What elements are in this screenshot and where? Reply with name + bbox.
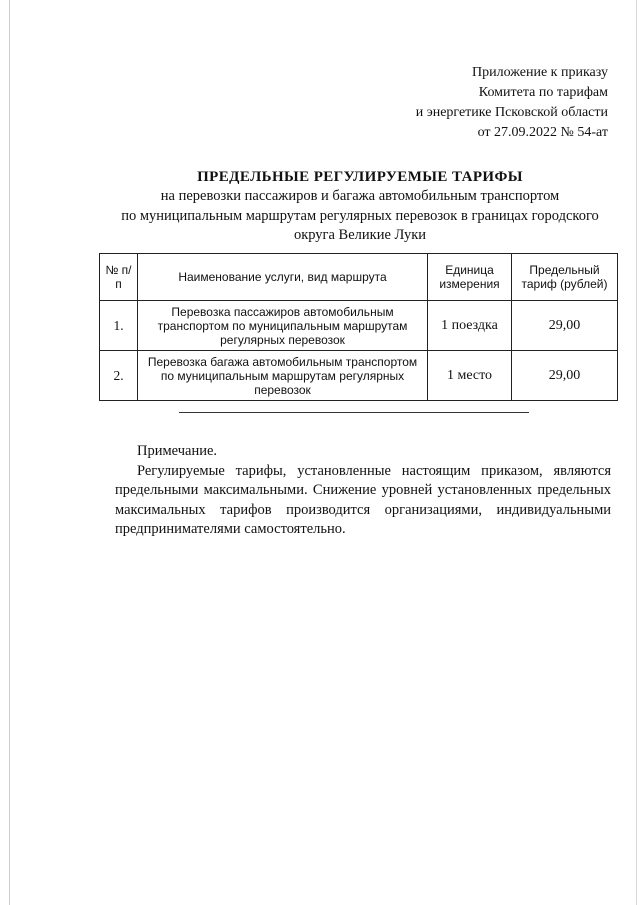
document-subtitle: на перевозки пассажиров и багажа автомобильным транспортом — [160, 188, 560, 204]
row-service-name: Перевозка пассажиров автомобильным транспортом по муниципальным маршрутам регулярных перевозок — [138, 301, 428, 351]
table-row — [100, 301, 618, 351]
table-row — [100, 351, 618, 401]
row-service-name: Перевозка багажа автомобильным транспортом по муниципальным маршрутам регулярных перевозок — [138, 351, 428, 401]
row-unit: 1 поездка — [428, 301, 512, 351]
header-name: Наименование услуги, вид маршрута — [138, 254, 428, 301]
approval-line: и энергетике Псковской области — [415, 105, 608, 120]
document-heading — [90, 168, 630, 246]
header-unit: Единица измерения — [428, 254, 512, 301]
approval-date-line: от 27.09.2022 № 54-ат — [477, 125, 608, 140]
note-label: Примечание. — [137, 443, 218, 459]
document-subtitle: округа Великие Луки — [293, 227, 427, 243]
scan-edge-right — [636, 0, 637, 905]
row-num: 1. — [100, 301, 138, 351]
separator-line — [179, 412, 529, 413]
document-subtitle: по муниципальным маршрутам регулярных перевозок в границах городского — [121, 207, 599, 224]
row-unit: 1 место — [428, 351, 512, 401]
row-num: 2. — [100, 351, 138, 401]
row-price: 29,00 — [512, 301, 618, 351]
document-title: ПРЕДЕЛЬНЫЕ РЕГУЛИРУЕМЫЕ ТАРИФЫ — [197, 169, 523, 185]
header-num: № п/п — [100, 254, 138, 301]
table-header-row — [100, 254, 618, 301]
approval-line: Приложение к приказу — [472, 65, 608, 80]
tariffs-table — [99, 253, 618, 401]
note-block — [115, 442, 611, 540]
row-price: 29,00 — [512, 351, 618, 401]
note-text: Регулируемые тарифы, установленные настоящим приказом, являются предельными максимальными. Снижение уровней установленных предельных максимальных тарифов производится организациями, индивидуальными предпринимателями самостоятельно. — [115, 462, 611, 538]
scan-edge-left — [9, 0, 10, 905]
approval-block — [416, 63, 608, 143]
approval-line: Комитета по тарифам — [478, 85, 608, 100]
header-price: Предельный тариф (рублей) — [512, 254, 618, 301]
